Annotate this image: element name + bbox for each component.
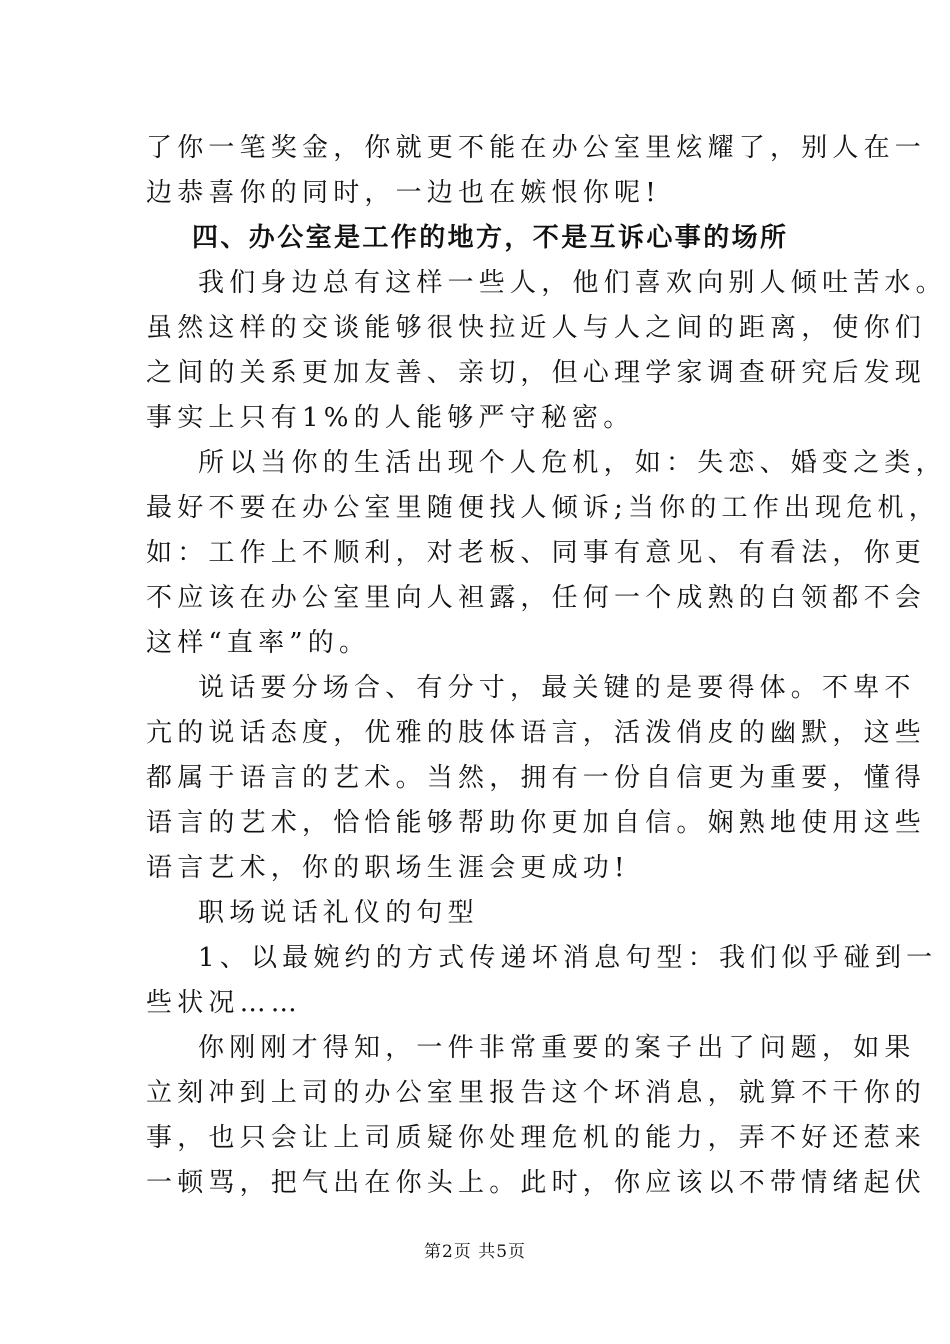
text-line: 所以当你的生活出现个人危机，如：失恋、婚变之类，	[198, 448, 947, 478]
text-line: 些状况……	[146, 988, 303, 1018]
page-number-footer: 第2页 共5页	[423, 1242, 527, 1262]
text-line: 语言艺术，你的职场生涯会更成功!	[146, 853, 630, 883]
text-line: 都属于语言的艺术。当然，拥有一份自信更为重要，懂得	[146, 763, 927, 793]
subheading: 职场说话礼仪的句型	[198, 898, 479, 928]
text-line: 不应该在办公室里向人袒露，任何一个成熟的白领都不会	[146, 583, 927, 613]
text-line: 我们身边总有这样一些人，他们喜欢向别人倾吐苦水。	[198, 268, 947, 298]
text-line: 边恭喜你的同时，一边也在嫉恨你呢!	[146, 178, 661, 208]
section-heading: 四、办公室是工作的地方，不是互诉心事的场所	[192, 223, 789, 253]
text-line: 事实上只有1%的人能够严守秘密。	[146, 403, 635, 433]
text-line: 了你一笔奖金，你就更不能在办公室里炫耀了，别人在一	[146, 133, 927, 163]
text-line: 立刻冲到上司的办公室里报告这个坏消息，就算不干你的	[146, 1078, 927, 1108]
text-line: 这样“直率”的。	[146, 628, 371, 658]
text-line: 事，也只会让上司质疑你处理危机的能力，弄不好还惹来	[146, 1123, 927, 1153]
text-line: 虽然这样的交谈能够很快拉近人与人之间的距离，使你们	[146, 313, 927, 343]
text-line: 你刚刚才得知，一件非常重要的案子出了问题，如果	[198, 1033, 916, 1063]
text-line: 一顿骂，把气出在你头上。此时，你应该以不带情绪起伏	[146, 1168, 927, 1198]
text-line: 1、以最婉约的方式传递坏消息句型：我们似乎碰到一	[198, 943, 938, 973]
text-line: 语言的艺术，恰恰能够帮助你更加自信。娴熟地使用这些	[146, 808, 927, 838]
text-line: 如：工作上不顺利，对老板、同事有意见、有看法，你更	[146, 538, 927, 568]
text-line: 亢的说话态度，优雅的肢体语言，活泼俏皮的幽默，这些	[146, 718, 927, 748]
text-line: 说话要分场合、有分寸，最关键的是要得体。不卑不	[198, 673, 916, 703]
text-line: 之间的关系更加友善、亲切，但心理学家调查研究后发现	[146, 358, 927, 388]
text-line: 最好不要在办公室里随便找人倾诉;当你的工作出现危机，	[146, 493, 940, 523]
